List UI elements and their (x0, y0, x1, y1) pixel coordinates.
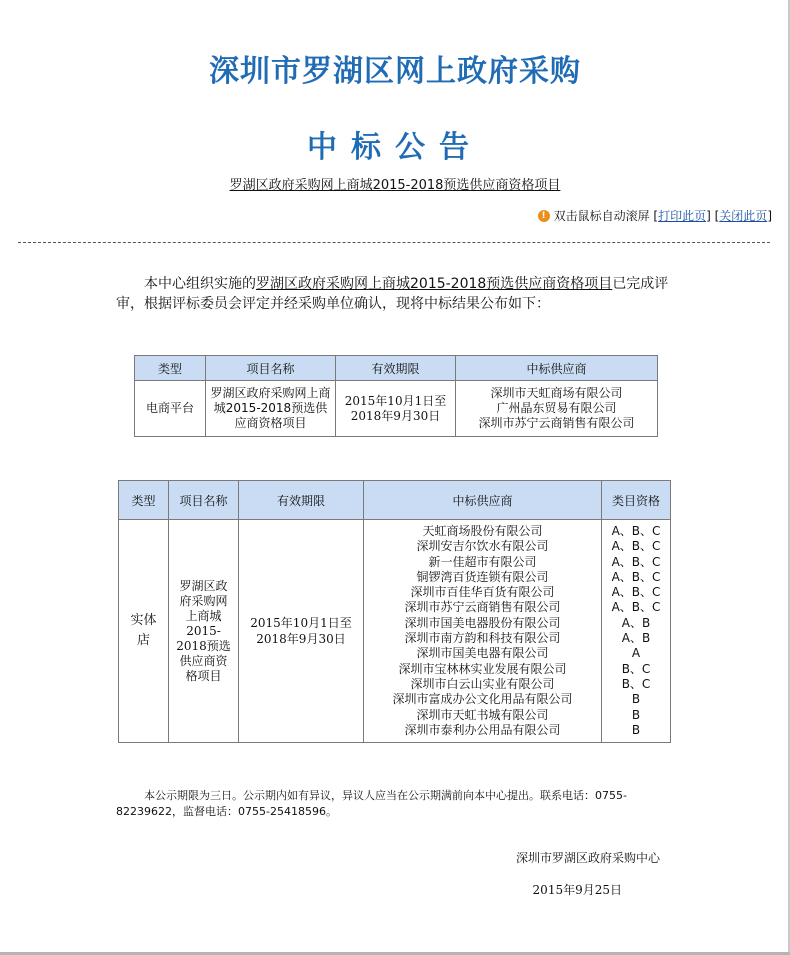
print-page-link[interactable]: 打印此页 (658, 209, 707, 223)
notice-paragraph: 本公示期限为三日。公示期内如有异议，异议人应当在公示期满前向本中心提出。联系电话：0755-82239622，监督电话：0755-25418596。 (116, 789, 627, 818)
project-title-text: 罗湖区政府采购网上商城2015-2018预选供应商资格项目 (229, 178, 561, 193)
category-grade: B (631, 722, 641, 737)
ecommerce-table (134, 355, 658, 437)
category-grade: A、B、C (611, 554, 661, 569)
supplier-name: 铜锣湾百货连锁有限公司 (416, 569, 549, 584)
supplier-name: 深圳市南方韵和科技有限公司 (404, 631, 561, 646)
category-grade: A (631, 646, 641, 661)
supplier-name: 深圳市富成办公文化用品有限公司 (392, 692, 573, 707)
supplier-name: 深圳市泰利办公用品有限公司 (404, 722, 561, 737)
supplier-name: 天虹商场股份有限公司 (422, 524, 543, 538)
col-period: 有效期限 (239, 481, 364, 520)
table-row (135, 381, 658, 437)
col-grade: 类目资格 (602, 481, 671, 520)
cell-suppliers (364, 520, 602, 743)
table-header-row (135, 356, 658, 381)
cell-project: 罗湖区政府采购网上商城2015-2018预选供应商资格项目 (206, 381, 336, 437)
category-grade: A、B、C (611, 600, 661, 615)
page-subtitle: 中标公告 (307, 130, 483, 165)
category-grade: B (631, 707, 641, 722)
bracket-end: ] (767, 208, 772, 223)
col-type: 类型 (119, 481, 169, 520)
cell-type: 电商平台 (135, 381, 206, 437)
category-grade: A、B (621, 615, 651, 630)
category-grade: B、C (621, 676, 651, 691)
category-grade: A、B、C (611, 524, 661, 538)
supplier-name: 深圳市天虹商场有限公司 (490, 386, 623, 400)
intro-paragraph (116, 274, 676, 314)
toolbar (538, 207, 772, 224)
table-row (119, 520, 671, 743)
supplier-name: 深圳市宝林林实业发展有限公司 (398, 661, 567, 676)
category-grade: A、B、C (611, 585, 661, 600)
supplier-name: 深圳安吉尔饮水有限公司 (416, 539, 549, 554)
supplier-name: 广州晶东贸易有限公司 (496, 401, 617, 415)
grade-list (602, 520, 670, 742)
col-project: 项目名称 (169, 481, 239, 520)
intro-project: 罗湖区政府采购网上商城2015-2018预选供应商资格项目 (256, 276, 613, 292)
col-supplier: 中标供应商 (456, 356, 658, 381)
category-grade: A、B、C (611, 569, 661, 584)
supplier-name: 深圳市苏宁云商销售有限公司 (404, 600, 561, 615)
supplier-list (364, 520, 601, 742)
store-table (118, 480, 671, 743)
cell-grades (602, 520, 671, 743)
close-page-link[interactable]: 关闭此页 (719, 209, 768, 223)
supplier-name: 深圳市国美电器股份有限公司 (404, 615, 561, 630)
supplier-name: 深圳市国美电器有限公司 (416, 646, 549, 661)
issue-date: 2015年9月25日 (532, 883, 622, 897)
supplier-name: 新一佳超市有限公司 (428, 554, 537, 569)
col-type: 类型 (135, 356, 206, 381)
cell-period: 2015年10月1日至2018年9月30日 (239, 520, 364, 743)
page-title: 深圳市罗湖区网上政府采购 (209, 54, 581, 89)
supplier-name: 深圳市白云山实业有限公司 (410, 676, 555, 691)
category-grade: B (631, 692, 641, 707)
intro-prefix: 本中心组织实施的 (144, 276, 256, 292)
divider (18, 242, 770, 243)
supplier-name: 深圳市天虹书城有限公司 (416, 707, 549, 722)
table-header-row (119, 481, 671, 520)
cell-period: 2015年10月1日至2018年9月30日 (336, 381, 456, 437)
category-grade: A、B (621, 631, 651, 646)
project-title (0, 174, 790, 193)
cell-type: 实体店 (119, 520, 169, 743)
category-grade: A、B、C (611, 539, 661, 554)
category-grade: B、C (621, 661, 651, 676)
supplier-name: 深圳市苏宁云商销售有限公司 (478, 416, 635, 430)
col-period: 有效期限 (336, 356, 456, 381)
bracket-open: [ (649, 208, 659, 223)
cell-suppliers (456, 381, 658, 437)
col-project: 项目名称 (206, 356, 336, 381)
col-supplier: 中标供应商 (364, 481, 602, 520)
cell-project: 罗湖区政府采购网上商城2015-2018预选供应商资格项目 (169, 520, 239, 743)
intro-suffix: 已完成评审，根据评标委员会评定并经采购单位确认，现将中标结果公布如下： (116, 276, 669, 312)
auto-scroll-hint: 双击鼠标自动滚屏 (553, 209, 650, 223)
bracket-close: ] [ (706, 208, 720, 223)
issuing-organization: 深圳市罗湖区政府采购中心 (515, 851, 660, 865)
info-icon: ! (538, 210, 550, 222)
supplier-name: 深圳市百佳华百货有限公司 (410, 585, 555, 600)
